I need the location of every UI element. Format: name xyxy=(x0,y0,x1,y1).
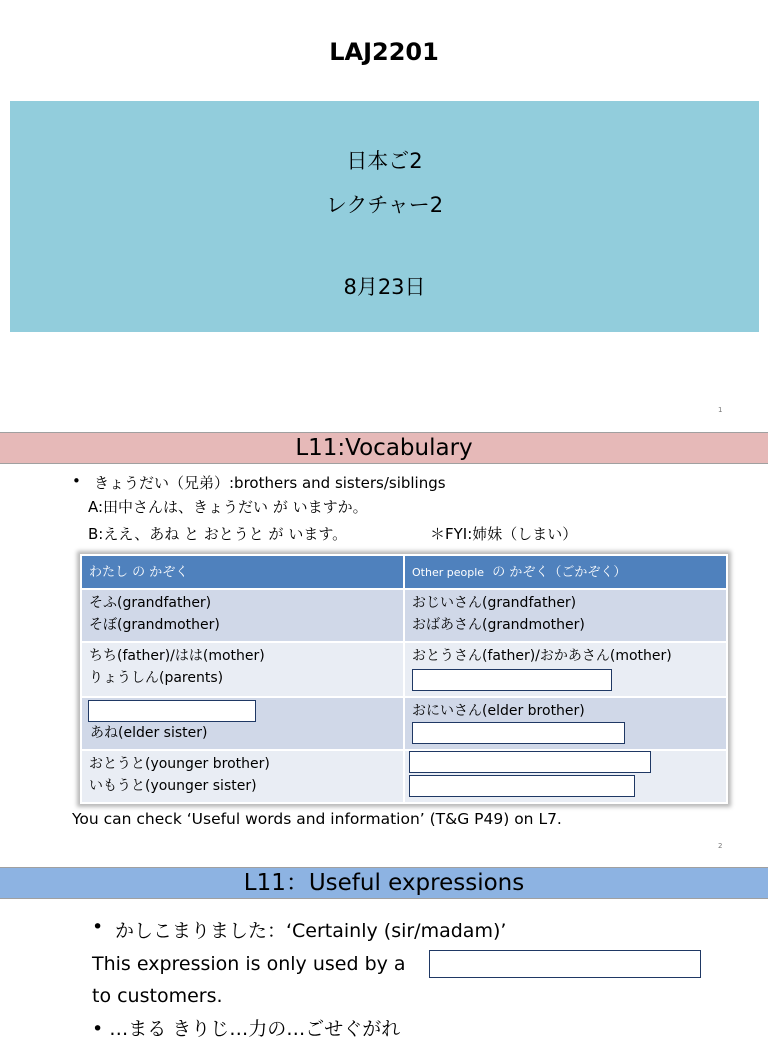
course-title: 日本ご2 xyxy=(346,149,423,173)
answer-blank-speaker[interactable] xyxy=(429,950,701,978)
table-cell xyxy=(404,642,727,697)
course-code: LAJ2201 xyxy=(329,38,439,66)
expression-explanation-cont: to customers. xyxy=(92,985,223,1007)
cell-line: ちち(father)/はは(mother) xyxy=(89,647,265,664)
cell-line: おじいさん(grandfather) xyxy=(412,595,577,611)
example-line-b: B:ええ、あね と おとうと が います。 xyxy=(88,525,348,543)
cell-line: おにいさん(elder brother) xyxy=(412,703,585,720)
vocab-bullet: きょうだい（兄弟）:brothers and sisters/siblings xyxy=(94,474,446,492)
table-header-my-family: わたし の かぞく xyxy=(81,555,404,589)
table-cell xyxy=(81,750,404,803)
family-terms-table xyxy=(80,554,728,804)
page-number: 2 xyxy=(718,842,723,850)
cell-line: そふ(grandfather) xyxy=(89,595,212,611)
answer-blank-younger-brother[interactable] xyxy=(409,751,651,773)
lecture-date: 8月23日 xyxy=(343,275,426,299)
expression-explanation: This expression is only used by a xyxy=(92,953,406,975)
bullet-mark: • xyxy=(92,916,104,938)
page-number: 1 xyxy=(718,406,723,414)
answer-blank-parents[interactable] xyxy=(412,669,612,691)
cell-line: おとうと(younger brother) xyxy=(89,756,270,773)
answer-blank-younger-sister[interactable] xyxy=(409,775,635,797)
fyi-note: ＊FYI:姉妹（しまい） xyxy=(430,525,578,543)
expression-bullet: かしこまりました：‘Certainly (sir/madam)’ xyxy=(115,920,507,942)
table-header-latin: Other people xyxy=(412,566,485,579)
bullet-mark: • xyxy=(72,472,81,490)
answer-blank-elder-brother[interactable] xyxy=(88,700,256,722)
cell-line: りょうしん(parents) xyxy=(89,669,224,686)
cell-line: そぼ(grandmother) xyxy=(89,617,220,633)
cell-line: いもうと(younger sister) xyxy=(89,778,257,795)
table-cell xyxy=(404,697,727,750)
title-slide-band xyxy=(10,101,759,332)
cell-line: おばあさん(grandmother) xyxy=(412,617,585,633)
cell-line: あね(elder sister) xyxy=(90,725,208,742)
table-cell xyxy=(404,750,727,803)
answer-blank-elder-sister[interactable] xyxy=(412,722,625,744)
table-cell xyxy=(404,589,727,642)
table-header-other-family xyxy=(404,555,727,589)
useful-expressions-header: L11：Useful expressions xyxy=(0,867,768,899)
example-line-a: A:田中さんは、きょうだい が いますか。 xyxy=(88,498,368,516)
table-cell xyxy=(81,642,404,697)
vocabulary-header: L11:Vocabulary xyxy=(0,432,768,464)
lecture-title: レクチャー2 xyxy=(325,193,444,217)
cell-line: おとうさん(father)/おかあさん(mother) xyxy=(412,647,672,664)
table-cell xyxy=(81,589,404,642)
table-header-jp: の かぞく（ごかぞく） xyxy=(492,565,627,580)
cut-off-line: • …まる きりじ…力の…ごせぐがれ xyxy=(92,1018,401,1040)
reference-note: You can check ‘Useful words and information’ (T&G P49) on L7. xyxy=(72,810,562,828)
table-cell xyxy=(81,697,404,750)
